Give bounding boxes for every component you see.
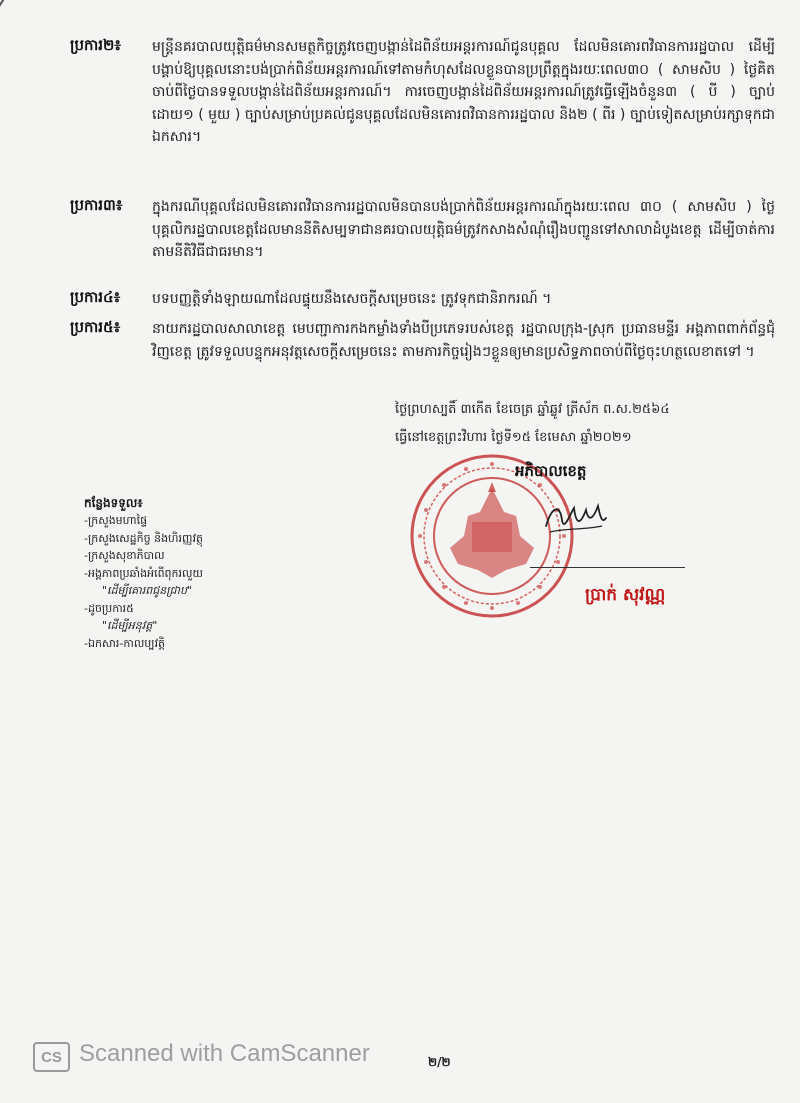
article-text: បទបញ្ញត្តិទាំងឡាយណាដែលផ្ទុយនឹងសេចក្តីសម្រេចនេះ ត្រូវទុកជានិរាករណ៍ ។ xyxy=(152,291,552,307)
signer-title: អភិបាលខេត្ត xyxy=(515,462,587,480)
recipients-heading: កន្លែងទទួល៖ xyxy=(84,496,143,510)
article-text: ក្នុងករណីបុគ្គលដែលមិនគោរពវិធានការរដ្ឋបាលមិនបានបង់ប្រាក់ពិន័យអន្តរការណ៍ក្នុងរយៈពេល ៣០ ( សាមសិប ) ថ្ងៃ បុគ្គលិករដ្ឋបាលខេត្តដែលមាននីតិសម្បទាជានគរបាលយុត្តិធម៌ត្រូវកសាងសំណុំរឿងបញ្ជូនទៅសាលាដំបូងខេត្ត ដើម្បីចាត់ការតាមនីតិវិធីជាធរមាន។ xyxy=(152,199,775,260)
article-text: នាយករដ្ឋបាលសាលាខេត្ត មេបញ្ជាការកងកម្លាំងទាំងបីប្រភេទរបស់ខេត្ត រដ្ឋបាលក្រុង-ស្រុក ប្រធានមន្ទីរ អង្គភាពពាក់ព័ន្ធជុំវិញខេត្ត ត្រូវទទួលបន្ទុកអនុវត្តសេចក្តីសម្រេចនេះ តាមភារកិច្ចរៀងៗខ្លួនឲ្យមានប្រសិទ្ធភាពចាប់ពីថ្ងៃចុះហត្ថលេខាតទៅ ។ xyxy=(152,321,775,360)
article-a3 xyxy=(70,196,775,264)
article-a5 xyxy=(70,318,775,363)
camscanner-logo-icon: CS xyxy=(33,1042,70,1072)
article-label: ប្រការ៤៖ xyxy=(70,288,121,306)
recipient-item: "ដើម្បីអនុវត្ត" xyxy=(102,619,158,632)
recipients-items xyxy=(84,512,284,652)
recipient-item: -អង្គភាពប្រឆាំងអំពើពុករលួយ xyxy=(84,566,203,580)
recipient-item: -ក្រសួងសេដ្ឋកិច្ច និងហិរញ្ញវត្ថុ xyxy=(84,531,203,545)
article-a4 xyxy=(70,288,775,311)
fold-mark xyxy=(0,0,49,22)
article-a2 xyxy=(70,36,775,149)
article-label: ប្រការ៣៖ xyxy=(70,196,123,214)
recipient-item: -ក្រសួងមហាផ្ទៃ xyxy=(84,514,148,527)
scanner-footer xyxy=(33,1040,513,1080)
recipients-list xyxy=(84,494,284,652)
date-block xyxy=(395,396,775,452)
article-label: ប្រការ៥៖ xyxy=(70,318,121,336)
solar-date: ធ្វើនៅខេត្តព្រះវិហារ ថ្ងៃទី១៥ ខែមេសា ឆ្នាំ២០២១ xyxy=(395,430,632,445)
signature-line xyxy=(530,567,685,568)
page-number: ២/២ xyxy=(428,1055,451,1069)
article-label: ប្រការ២៖ xyxy=(70,36,121,54)
recipient-item: "ដើម្បីគោរពជូនជ្រាប" xyxy=(102,584,192,597)
scanner-watermark: Scanned with CamScanner xyxy=(79,1040,370,1067)
signer-name: ប្រាក់ សុវណ្ណ xyxy=(585,585,666,605)
signature-icon xyxy=(540,496,610,541)
lunar-date: ថ្ងៃព្រហស្បតិ៍ ៣កើត ខែចេត្រ ឆ្នាំឆ្លូវ ត្រីស័ក ព.ស.២៥៦៤ xyxy=(395,402,670,417)
recipient-item: -ឯកសារ-កាលប្បវត្តិ xyxy=(84,636,166,650)
recipient-item: -ដូចប្រការ៥ xyxy=(84,601,134,615)
article-text: មន្ត្រីនគរបាលយុត្តិធម៌មានសមត្ថកិច្ចត្រូវចេញបង្កាន់ដៃពិន័យអន្តរការណ៍ជូនបុគ្គល ដែលមិនគោរពវិធានការរដ្ឋបាល ដើម្បីបង្គាប់ឱ្យបុគ្គលនោះបង់ប្រាក់ពិន័យអន្តរការណ៍ទៅតាមកំហុសដែលខ្លួនបានប្រព្រឹត្តក្នុងរយៈពេល៣០ ( សាមសិប ) ថ្ងៃគិតចាប់ពីថ្ងៃបានទទួលបង្កាន់ដៃពិន័យអន្តរការណ៍។ ការចេញបង្កាន់ដៃពិន័យអន្តរការណ៍ត្រូវធ្វើឡើងចំនួន៣ ( បី ) ច្បាប់ ដោយ១ ( មួយ ) ច្បាប់សម្រាប់ប្រគល់ជូនបុគ្គលដែលមិនគោរពវិធានការរដ្ឋបាល និង២ ( ពីរ ) ច្បាប់ទៀតសម្រាប់រក្សាទុកជាឯកសារ។ xyxy=(152,39,775,145)
recipient-item: -ក្រសួងសុខាភិបាល xyxy=(84,549,165,562)
